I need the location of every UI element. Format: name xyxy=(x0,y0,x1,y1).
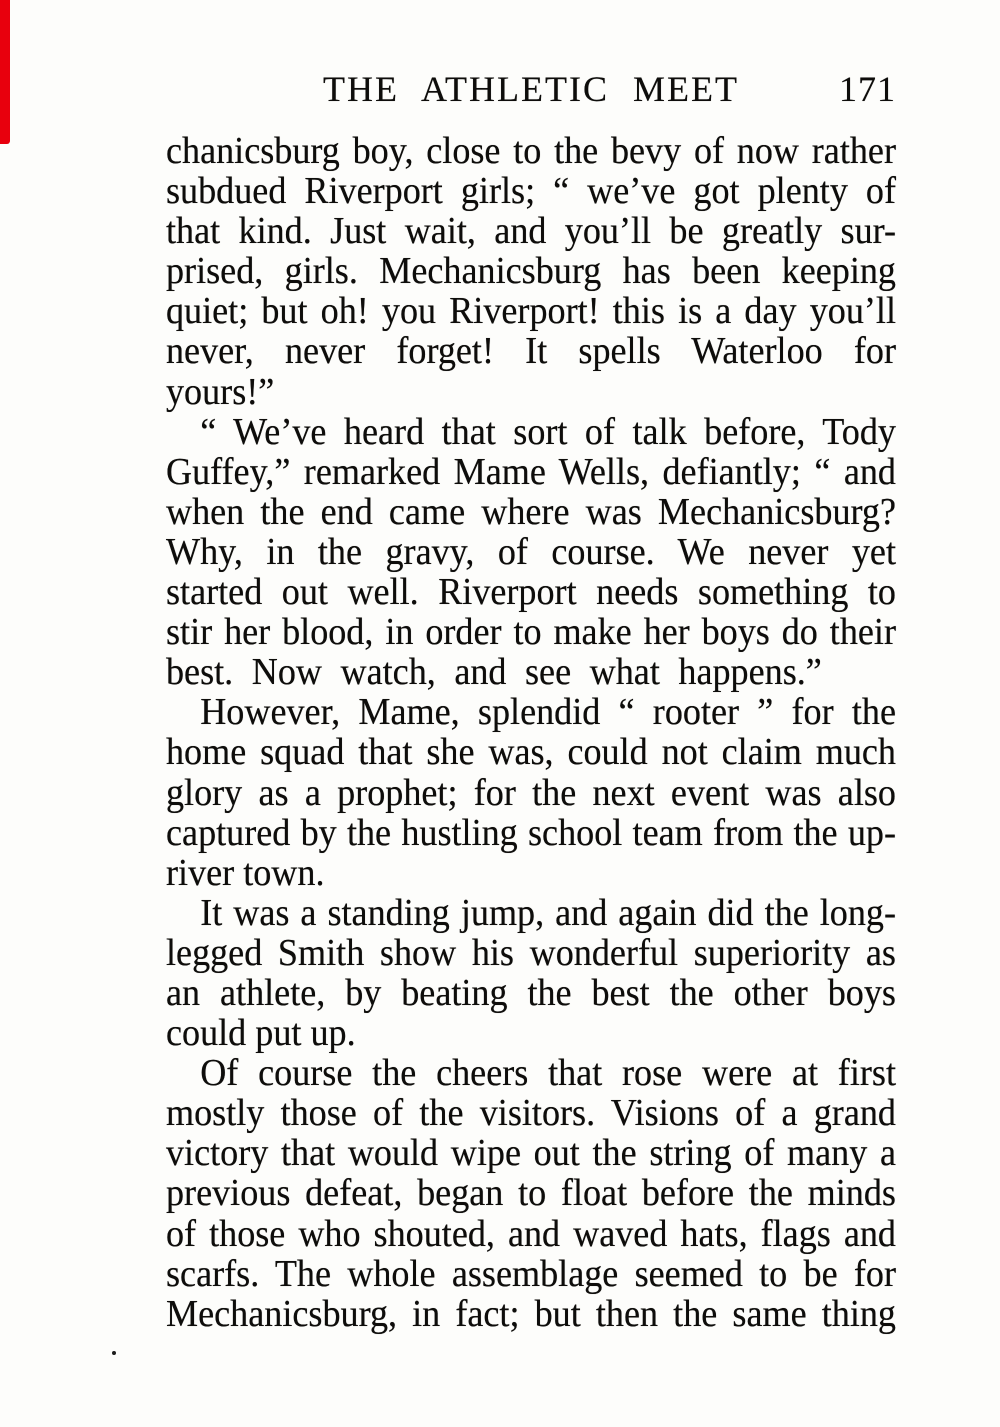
text-line: that kind. Just wait, and you’ll be greatly sur- xyxy=(166,210,896,253)
text-line: home squad that she was, could not claim much xyxy=(166,731,896,774)
page-number: 171 xyxy=(839,69,896,109)
text-line: subdued Riverport girls; “ we’ve got plenty of xyxy=(166,170,896,213)
red-margin-scan-artifact xyxy=(0,0,10,144)
text-line: Mechanicsburg, in fact; but then the same thing xyxy=(166,1292,896,1335)
text-line: of those who shouted, and waved hats, flags and xyxy=(166,1212,896,1255)
text-line: prised, girls. Mechanicsburg has been keeping xyxy=(166,250,896,293)
text-line: best. Now watch, and see what happens.” xyxy=(166,651,822,694)
text-line: started out well. Riverport needs something to xyxy=(166,571,896,614)
text-line: when the end came where was Mechanicsburg? xyxy=(166,490,896,533)
text-line: “ We’ve heard that sort of talk before, Tody xyxy=(200,410,896,453)
text-line: never, never forget! It spells Waterloo for xyxy=(166,330,896,373)
text-line: stir her blood, in order to make her boys do their xyxy=(166,611,896,654)
paragraph xyxy=(166,893,896,1053)
text-line: quiet; but oh! you Riverport! this is a day you’ll xyxy=(166,290,896,333)
text-line: river town. xyxy=(166,851,325,894)
page-body-text xyxy=(166,131,896,1334)
text-line: chanicsburg boy, close to the bevy of now rather xyxy=(166,130,896,172)
text-line: yours!” xyxy=(166,370,275,413)
text-line: previous defeat, began to float before the minds xyxy=(166,1172,896,1215)
text-line: Of course the cheers that rose were at first xyxy=(200,1052,896,1095)
text-line: However, Mame, splendid “ rooter ” for the xyxy=(200,691,896,734)
text-line: victory that would wipe out the string of many a xyxy=(166,1132,896,1175)
text-line: It was a standing jump, and again did the long- xyxy=(200,891,896,934)
paragraph xyxy=(166,131,896,412)
chapter-running-title: THE ATHLETIC MEET xyxy=(323,69,739,109)
text-line: glory as a prophet; for the next event was also xyxy=(166,771,896,814)
text-line: captured by the hustling school team from the up- xyxy=(166,811,896,854)
paragraph xyxy=(166,412,896,693)
text-line: could put up. xyxy=(166,1012,356,1055)
text-line: legged Smith show his wonderful superiority as xyxy=(166,931,896,974)
text-line: Guffey,” remarked Mame Wells, defiantly; “ and xyxy=(166,450,896,493)
text-line: scarfs. The whole assemblage seemed to be for xyxy=(166,1252,896,1295)
running-head xyxy=(166,69,896,109)
ink-speck-artifact xyxy=(112,1351,116,1355)
paragraph xyxy=(166,1053,896,1334)
paragraph xyxy=(166,692,896,892)
text-line: mostly those of the visitors. Visions of a grand xyxy=(166,1092,896,1135)
text-line: Why, in the gravy, of course. We never yet xyxy=(166,530,896,573)
text-line: an athlete, by beating the best the other boys xyxy=(166,971,896,1014)
